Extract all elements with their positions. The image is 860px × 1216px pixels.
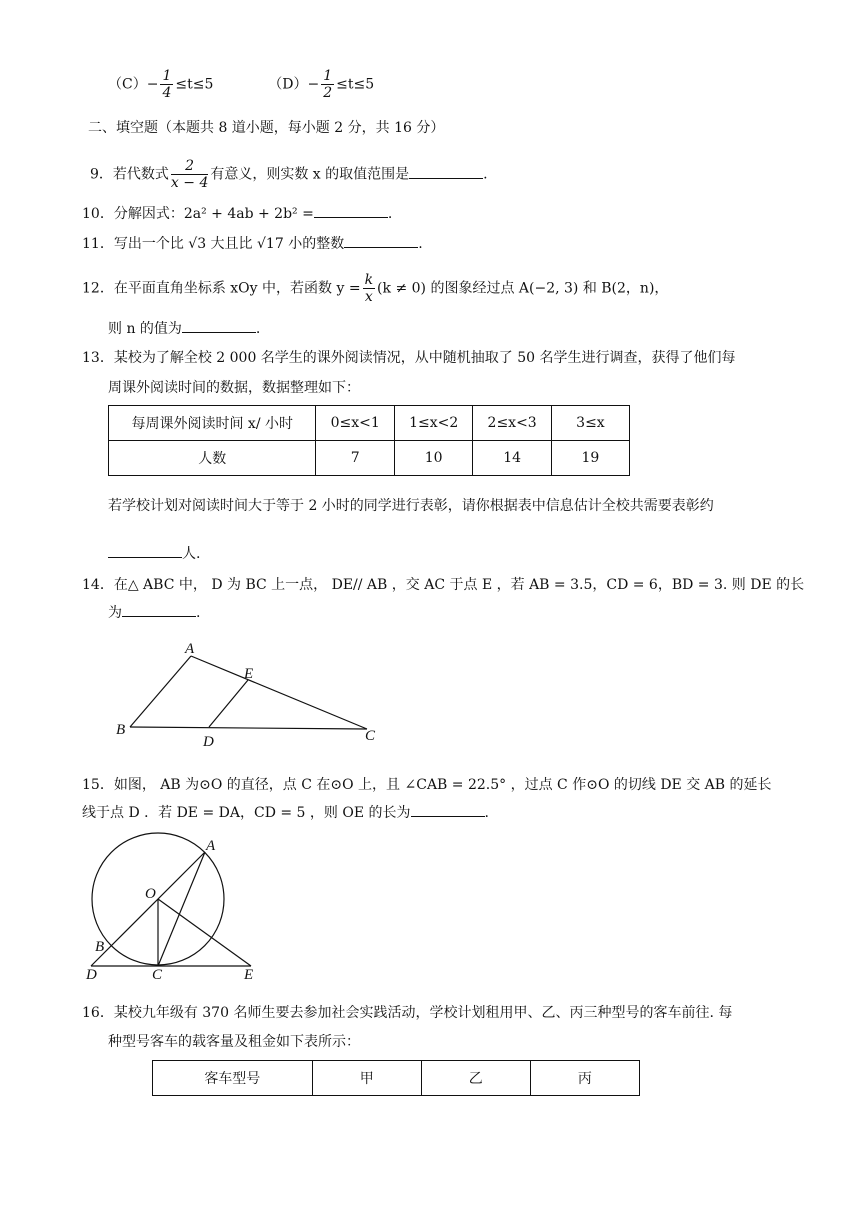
point-label-d: D (86, 967, 97, 983)
table-row (109, 441, 630, 476)
question-number: 11． (82, 236, 114, 252)
table-header-cell: 3≤x (551, 406, 629, 441)
question-10 (82, 203, 392, 224)
question-12-line2 (108, 318, 260, 339)
question-number: 15． (82, 777, 114, 793)
question-16 (82, 1003, 732, 1023)
section-heading: 二、填空题（本题共 8 道小题，每小题 2 分，共 16 分） (88, 120, 445, 136)
q12-end: . (255, 321, 261, 337)
table-row (153, 1061, 640, 1096)
q13-text-line1: 某校为了解全校 2 000 名学生的课外阅读情况，从中随机抽取了 50 名学生进行调查，获得了他们每 (113, 350, 736, 366)
reading-time-table (108, 405, 630, 476)
answer-blank[interactable] (411, 802, 485, 817)
q9-text-pre: 若代数式 (112, 166, 169, 183)
point-label-b: B (116, 722, 126, 738)
q10-end: . (387, 206, 393, 222)
answer-blank[interactable] (182, 318, 256, 333)
point-label-e: E (244, 666, 254, 682)
question-9 (90, 158, 488, 191)
table-header-cell: 丙 (530, 1061, 639, 1096)
question-14-line2 (108, 602, 200, 623)
q10-text: 分解因式：2a² + 4ab + 2b² = (113, 206, 314, 222)
q13-text-line3: 若学校计划对阅读时间大于等于 2 小时的同学进行表彰，请你根据表中信息估计全校共需要表彰约 (108, 498, 714, 514)
table-header-cell: 0≤x<1 (316, 406, 394, 441)
q8-option-d-label: （D） (268, 76, 308, 93)
table-cell: 人数 (109, 441, 316, 476)
answer-blank[interactable] (409, 164, 483, 179)
answer-blank[interactable] (314, 203, 388, 218)
question-number: 16． (82, 1005, 114, 1021)
q13-text-line2: 周课外阅读时间的数据，数据整理如下： (108, 380, 360, 396)
q8-options: （C）− $\frac{1}{4}$ ≤t≤5 （D）− $\frac{1}{2}$ ≤t≤5 (108, 68, 375, 101)
q15-text-line1: 如图， AB 为⊙O 的直径，点 C 在⊙O 上，且 ∠CAB = 22.5° ，过点 C 作⊙O 的切线 DE 交 AB 的延长 (113, 777, 772, 793)
question-14 (82, 575, 804, 595)
q9-fraction: $\frac{2}{x - 4}$ (170, 158, 209, 191)
question-number: 14． (82, 577, 114, 593)
q8-option-d-range: ≤t≤5 (336, 76, 375, 93)
q8-option-d-fraction: $\frac{1}{2}$ (323, 68, 333, 101)
q16-text-line2: 种型号客车的载客量及租金如下表所示： (108, 1034, 360, 1050)
q15-text-line2: 线于点 D ．若 DE = DA，CD = 5 ，则 OE 的长为 (82, 805, 411, 821)
table-header-cell: 客车型号 (153, 1061, 313, 1096)
table-cell: 19 (551, 441, 629, 476)
point-label-c: C (152, 967, 163, 983)
table-header-cell: 2≤x<3 (473, 406, 551, 441)
question-number: 9． (90, 166, 113, 183)
question-11 (82, 233, 423, 254)
point-label-o: O (145, 886, 156, 902)
question-number: 13． (82, 350, 114, 366)
q13-unit: 人. (182, 546, 201, 562)
bus-table (152, 1060, 640, 1096)
table-header-cell: 1≤x<2 (394, 406, 472, 441)
answer-blank[interactable] (344, 233, 418, 248)
q11-end: . (418, 236, 423, 252)
q8-option-c-fraction: $\frac{1}{4}$ (162, 68, 172, 101)
point-label-a: A (206, 838, 216, 854)
q8-option-c-range: ≤t≤5 (175, 76, 214, 93)
q8-option-c-label: （C） (108, 76, 147, 93)
q14-text-line2: 为 (108, 605, 122, 621)
table-row (109, 406, 630, 441)
question-15 (82, 775, 772, 795)
table-header-cell: 甲 (312, 1061, 421, 1096)
q12-text-pre: 在平面直角坐标系 xOy 中，若函数 y = (113, 280, 361, 297)
point-label-a: A (185, 641, 195, 657)
question-number: 10． (82, 206, 114, 222)
table-cell: 14 (473, 441, 551, 476)
q12-text-line2: 则 n 的值为 (108, 321, 182, 337)
answer-blank[interactable] (108, 543, 182, 558)
point-label-b: B (95, 939, 105, 955)
question-number: 12． (82, 280, 114, 297)
q11-text: 写出一个比 √3 大且比 √17 小的整数 (113, 236, 345, 252)
q9-end: . (483, 166, 488, 183)
table-cell: 10 (394, 441, 472, 476)
table-header-cell: 每周课外阅读时间 x/ 小时 (109, 406, 316, 441)
q14-end: . (196, 605, 201, 621)
answer-blank[interactable] (122, 602, 196, 617)
point-label-e: E (244, 967, 254, 983)
q15-end: . (484, 805, 489, 821)
question-12 (82, 272, 668, 305)
point-label-c: C (365, 728, 376, 744)
point-label-d: D (203, 734, 214, 750)
question-13 (82, 348, 736, 368)
q16-text-line1: 某校九年级有 370 名师生要去参加社会实践活动，学校计划租用甲、乙、丙三种型号的客车前往. 每 (113, 1005, 733, 1021)
q9-text-post: 有意义，则实数 x 的取值范围是 (210, 166, 410, 183)
question-15-line2 (82, 802, 489, 823)
q12-fraction: $\frac{k}{x}$ (364, 272, 374, 305)
table-cell: 7 (316, 441, 394, 476)
q13-answer-line (108, 543, 200, 564)
table-header-cell: 乙 (421, 1061, 530, 1096)
q12-text-post: (k ≠ 0) 的图象经过点 A(−2, 3) 和 B(2，n)， (377, 280, 669, 297)
q14-text-line1: 在△ ABC 中， D 为 BC 上一点， DE// AB ，交 AC 于点 E ，若 AB = 3.5，CD = 6，BD = 3. 则 DE 的长 (113, 577, 805, 593)
